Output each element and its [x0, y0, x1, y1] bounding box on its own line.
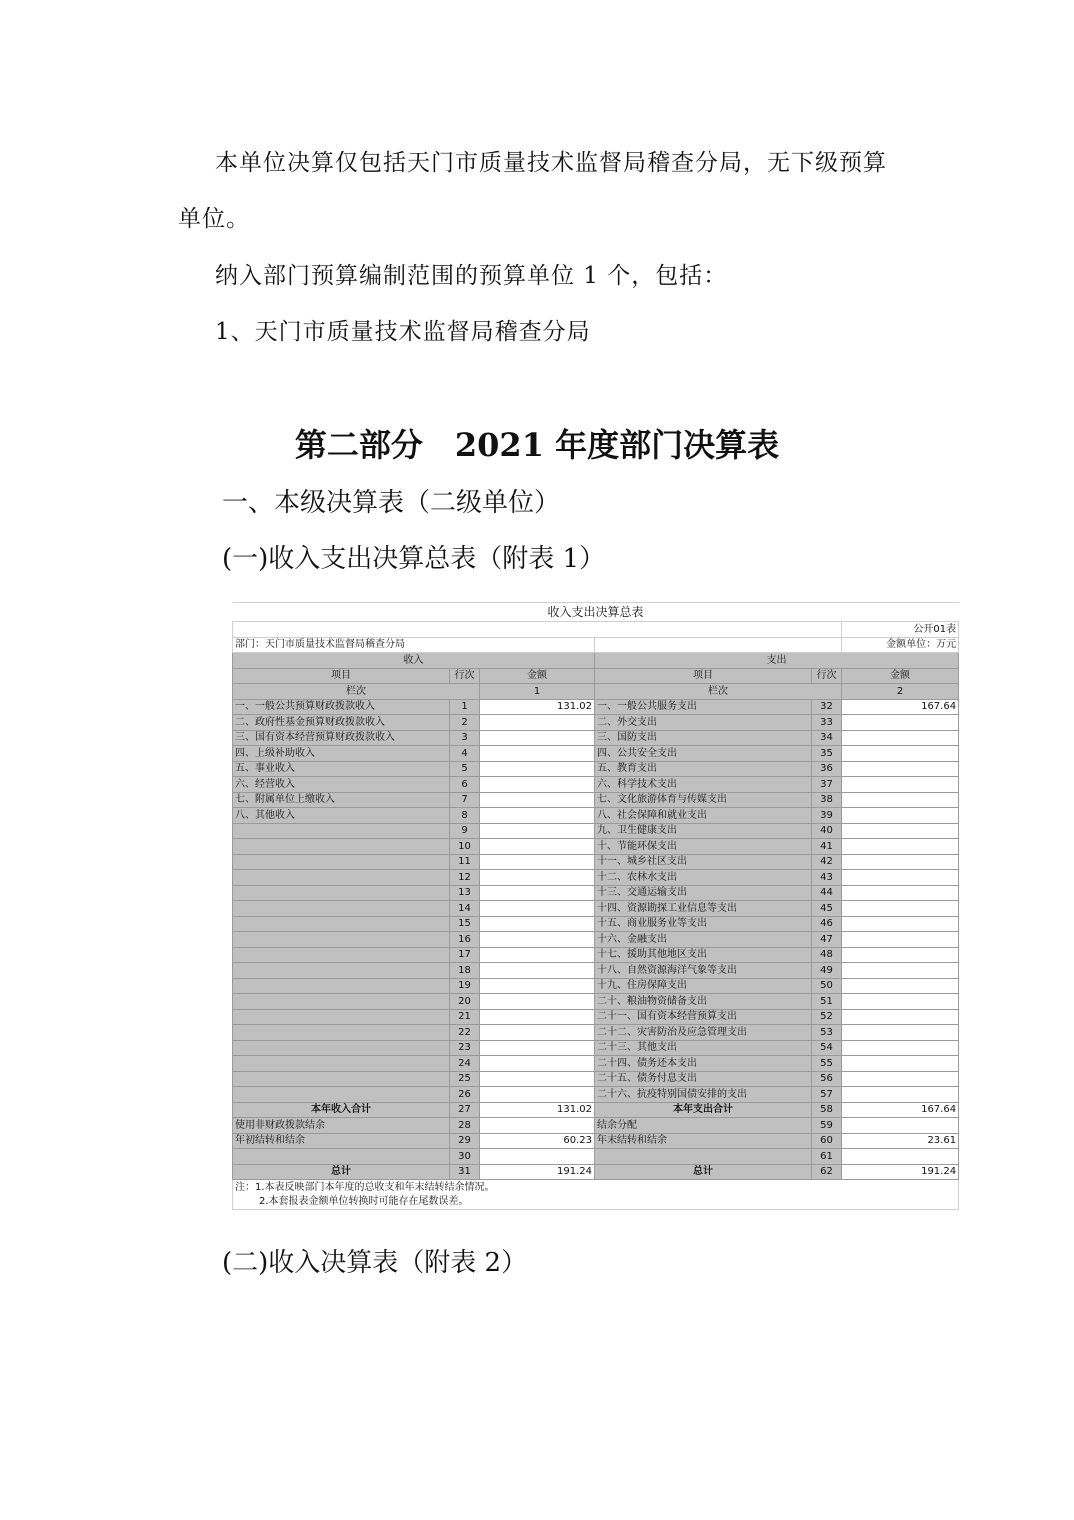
income-item: [233, 885, 450, 901]
income-amount: [480, 994, 595, 1010]
table-row: [233, 699, 959, 715]
income-amount: [480, 1087, 595, 1103]
expense-item: [595, 1149, 812, 1165]
income-amount: [480, 792, 595, 808]
expense-amount: [842, 808, 959, 824]
expense-amount: [842, 715, 959, 731]
income-row-number: 20: [450, 994, 480, 1010]
expense-row-number: 39: [812, 808, 842, 824]
income-row-number: 16: [450, 932, 480, 948]
income-amount: [480, 978, 595, 994]
table-row: [233, 808, 959, 824]
table-row: [233, 1056, 959, 1072]
expense-row-number: 61: [812, 1149, 842, 1165]
income-item: [233, 854, 450, 870]
table-title: 收入支出决算总表: [233, 603, 959, 622]
income-amount: [480, 1149, 595, 1165]
table-row: [233, 932, 959, 948]
income-row-number: 7: [450, 792, 480, 808]
expense-row-number: 37: [812, 777, 842, 793]
expense-row-number: 59: [812, 1118, 842, 1134]
expense-item: 二十三、其他支出: [595, 1040, 812, 1056]
expense-amount: [842, 1087, 959, 1103]
intro-paragraph-1-line-2: 单位。: [178, 206, 250, 232]
income-item: [233, 978, 450, 994]
income-row-no-header: 行次: [450, 668, 480, 684]
income-row-number: 17: [450, 947, 480, 963]
subheading-level-1: 一、本级决算表（二级单位）: [222, 488, 561, 518]
income-amount: [480, 932, 595, 948]
expense-item: 十七、援助其他地区支出: [595, 947, 812, 963]
income-row-number: 12: [450, 870, 480, 886]
table-row: [233, 870, 959, 886]
expense-row-number: 54: [812, 1040, 842, 1056]
income-item: 七、附属单位上缴收入: [233, 792, 450, 808]
expense-item: 三、国防支出: [595, 730, 812, 746]
expense-amount: [842, 1149, 959, 1165]
expense-item: 八、社会保障和就业支出: [595, 808, 812, 824]
intro-paragraph-3: 1、天门市质量技术监督局稽查分局: [215, 319, 591, 345]
expense-amount: [842, 1071, 959, 1087]
expense-row-number: 42: [812, 854, 842, 870]
income-amount: 131.02: [480, 699, 595, 715]
expense-amount: 23.61: [842, 1133, 959, 1149]
income-item: 二、政府性基金预算财政拨款收入: [233, 715, 450, 731]
income-amount: [480, 730, 595, 746]
expense-row-no-header: 行次: [812, 668, 842, 684]
income-item: 六、经营收入: [233, 777, 450, 793]
expense-row-number: 58: [812, 1102, 842, 1118]
expense-row-number: 33: [812, 715, 842, 731]
income-row-number: 22: [450, 1025, 480, 1041]
income-amount-header: 金额: [480, 668, 595, 684]
expense-item: 二、外交支出: [595, 715, 812, 731]
income-row-number: 6: [450, 777, 480, 793]
expense-row-number: 51: [812, 994, 842, 1010]
income-header: 收入: [233, 653, 595, 669]
expense-item: 年末结转和结余: [595, 1133, 812, 1149]
income-amount: [480, 808, 595, 824]
expense-item: 五、教育支出: [595, 761, 812, 777]
income-row-number: 13: [450, 885, 480, 901]
expense-amount: [842, 1118, 959, 1134]
table-row: [233, 854, 959, 870]
expense-amount: [842, 1009, 959, 1025]
income-item: [233, 963, 450, 979]
subheading-table-2: (二)收入决算表（附表 2）: [222, 1248, 528, 1278]
income-item: [233, 1087, 450, 1103]
income-row-number: 27: [450, 1102, 480, 1118]
income-row-number: 2: [450, 715, 480, 731]
income-item-header: 项目: [233, 668, 450, 684]
expense-item: 十一、城乡社区支出: [595, 854, 812, 870]
expense-amount: [842, 901, 959, 917]
table-row: [233, 746, 959, 762]
income-amount: [480, 947, 595, 963]
expense-row-number: 52: [812, 1009, 842, 1025]
table-row: [233, 761, 959, 777]
income-column-index-label: 栏次: [233, 684, 480, 700]
expense-column-index-label: 栏次: [595, 684, 842, 700]
expense-item-header: 项目: [595, 668, 812, 684]
income-item: [233, 1056, 450, 1072]
table-row: [233, 901, 959, 917]
income-item: [233, 947, 450, 963]
expense-row-number: 32: [812, 699, 842, 715]
income-amount: [480, 715, 595, 731]
income-amount: [480, 761, 595, 777]
income-amount: [480, 1071, 595, 1087]
income-item: [233, 1040, 450, 1056]
table-row: [233, 885, 959, 901]
expense-row-number: 50: [812, 978, 842, 994]
income-item: [233, 823, 450, 839]
income-item: [233, 1071, 450, 1087]
department-label: 部门：天门市质量技术监督局稽查分局: [233, 637, 595, 653]
expense-item: 四、公共安全支出: [595, 746, 812, 762]
total-row: [233, 1149, 959, 1165]
income-row-number: 21: [450, 1009, 480, 1025]
expense-row-number: 62: [812, 1164, 842, 1180]
expense-amount-header: 金额: [842, 668, 959, 684]
income-amount: [480, 1025, 595, 1041]
income-amount: 191.24: [480, 1164, 595, 1180]
table-row: [233, 994, 959, 1010]
income-item: 五、事业收入: [233, 761, 450, 777]
expense-row-number: 46: [812, 916, 842, 932]
table-totals: [233, 1102, 959, 1180]
form-number: 公开01表: [842, 622, 959, 638]
expense-amount: [842, 823, 959, 839]
expense-amount: [842, 1056, 959, 1072]
subheading-table-1: (一)收入支出决算总表（附表 1）: [222, 544, 606, 574]
income-item: 一、一般公共预算财政拨款收入: [233, 699, 450, 715]
expense-row-number: 44: [812, 885, 842, 901]
expense-amount: [842, 994, 959, 1010]
table-row: [233, 1071, 959, 1087]
income-item: 本年收入合计: [233, 1102, 450, 1118]
income-item: [233, 916, 450, 932]
income-amount: [480, 746, 595, 762]
income-row-number: 24: [450, 1056, 480, 1072]
expense-item: 十四、资源勘探工业信息等支出: [595, 901, 812, 917]
income-item: 使用非财政拨款结余: [233, 1118, 450, 1134]
table-row: [233, 1025, 959, 1041]
table-note-1: 注：1.本表反映部门本年度的总收支和年末结转结余情况。: [233, 1180, 959, 1195]
table-row: [233, 1087, 959, 1103]
expense-amount: [842, 1025, 959, 1041]
table-row: [233, 715, 959, 731]
income-item: 总计: [233, 1164, 450, 1180]
expense-row-number: 38: [812, 792, 842, 808]
expense-item: 结余分配: [595, 1118, 812, 1134]
income-amount: [480, 1009, 595, 1025]
income-amount: [480, 1040, 595, 1056]
expense-amount: [842, 870, 959, 886]
expense-item: 六、科学技术支出: [595, 777, 812, 793]
income-row-number: 28: [450, 1118, 480, 1134]
table-row: [233, 730, 959, 746]
expense-row-number: 45: [812, 901, 842, 917]
income-row-number: 15: [450, 916, 480, 932]
income-item: [233, 1149, 450, 1165]
expense-amount: [842, 978, 959, 994]
income-row-number: 19: [450, 978, 480, 994]
expense-amount: [842, 932, 959, 948]
intro-paragraph-1-line-1: 本单位决算仅包括天门市质量技术监督局稽查分局，无下级预算: [215, 150, 887, 176]
income-row-number: 30: [450, 1149, 480, 1165]
table-row: [233, 963, 959, 979]
section-title: 第二部分 2021 年度部门决算表: [294, 426, 780, 464]
expense-item: 总计: [595, 1164, 812, 1180]
total-row: [233, 1164, 959, 1180]
expense-row-number: 56: [812, 1071, 842, 1087]
expense-item: 十三、交通运输支出: [595, 885, 812, 901]
income-item: [233, 839, 450, 855]
expense-item: 一、一般公共服务支出: [595, 699, 812, 715]
expense-row-number: 55: [812, 1056, 842, 1072]
income-item: 八、其他收入: [233, 808, 450, 824]
expense-item: 十、节能环保支出: [595, 839, 812, 855]
total-row: [233, 1102, 959, 1118]
expense-row-number: 47: [812, 932, 842, 948]
income-item: [233, 1009, 450, 1025]
income-amount: [480, 839, 595, 855]
expense-row-number: 60: [812, 1133, 842, 1149]
income-row-number: 29: [450, 1133, 480, 1149]
income-row-number: 4: [450, 746, 480, 762]
expense-item: 二十五、债务付息支出: [595, 1071, 812, 1087]
expense-amount: [842, 730, 959, 746]
table-row: [233, 1040, 959, 1056]
expense-item: 七、文化旅游体育与传媒支出: [595, 792, 812, 808]
expense-item: 十六、金融支出: [595, 932, 812, 948]
income-row-number: 3: [450, 730, 480, 746]
income-column-index: 1: [480, 684, 595, 700]
income-item: 四、上级补助收入: [233, 746, 450, 762]
expense-row-number: 48: [812, 947, 842, 963]
expense-item: 二十一、国有资本经营预算支出: [595, 1009, 812, 1025]
expense-row-number: 57: [812, 1087, 842, 1103]
expense-header: 支出: [595, 653, 959, 669]
income-amount: [480, 901, 595, 917]
income-amount: [480, 885, 595, 901]
income-expense-summary-table: [232, 602, 958, 1206]
income-row-number: 5: [450, 761, 480, 777]
expense-amount: [842, 885, 959, 901]
table-row: [233, 823, 959, 839]
income-item: 三、国有资本经营预算财政拨款收入: [233, 730, 450, 746]
expense-row-number: 49: [812, 963, 842, 979]
income-amount: [480, 916, 595, 932]
expense-item: 十九、住房保障支出: [595, 978, 812, 994]
table-row: [233, 947, 959, 963]
total-row: [233, 1118, 959, 1134]
expense-item: 十五、商业服务业等支出: [595, 916, 812, 932]
expense-amount: [842, 1040, 959, 1056]
expense-item: 十八、自然资源海洋气象等支出: [595, 963, 812, 979]
expense-amount: [842, 792, 959, 808]
expense-row-number: 41: [812, 839, 842, 855]
income-amount: 60.23: [480, 1133, 595, 1149]
expense-amount: [842, 854, 959, 870]
expense-amount: 167.64: [842, 1102, 959, 1118]
expense-amount: [842, 746, 959, 762]
table-body: [233, 699, 959, 1102]
expense-item: 二十四、债务还本支出: [595, 1056, 812, 1072]
expense-amount: 191.24: [842, 1164, 959, 1180]
expense-amount: [842, 916, 959, 932]
income-row-number: 26: [450, 1087, 480, 1103]
income-row-number: 9: [450, 823, 480, 839]
income-item: [233, 994, 450, 1010]
expense-item: 二十二、灾害防治及应急管理支出: [595, 1025, 812, 1041]
income-row-number: 25: [450, 1071, 480, 1087]
expense-row-number: 53: [812, 1025, 842, 1041]
income-item: [233, 870, 450, 886]
expense-row-number: 43: [812, 870, 842, 886]
expense-amount: [842, 777, 959, 793]
table-row: [233, 916, 959, 932]
expense-amount: 167.64: [842, 699, 959, 715]
expense-item: 九、卫生健康支出: [595, 823, 812, 839]
table-row: [233, 792, 959, 808]
income-row-number: 10: [450, 839, 480, 855]
expense-row-number: 35: [812, 746, 842, 762]
expense-amount: [842, 947, 959, 963]
income-row-number: 14: [450, 901, 480, 917]
expense-row-number: 40: [812, 823, 842, 839]
amount-unit-label: 金额单位：万元: [842, 637, 959, 653]
income-row-number: 31: [450, 1164, 480, 1180]
expense-item: 本年支出合计: [595, 1102, 812, 1118]
expense-item: 二十、粮油物资储备支出: [595, 994, 812, 1010]
expense-amount: [842, 839, 959, 855]
table-row: [233, 978, 959, 994]
income-item: 年初结转和结余: [233, 1133, 450, 1149]
income-row-number: 18: [450, 963, 480, 979]
intro-paragraph-2: 纳入部门预算编制范围的预算单位 1 个，包括：: [215, 263, 728, 289]
expense-amount: [842, 761, 959, 777]
income-amount: [480, 854, 595, 870]
income-amount: [480, 1056, 595, 1072]
income-row-number: 8: [450, 808, 480, 824]
income-row-number: 1: [450, 699, 480, 715]
table-note-2: 2.本套报表金额单位转换时可能存在尾数误差。: [233, 1195, 959, 1210]
income-amount: [480, 963, 595, 979]
income-item: [233, 901, 450, 917]
income-amount: [480, 1118, 595, 1134]
income-item: [233, 932, 450, 948]
income-row-number: 11: [450, 854, 480, 870]
income-row-number: 23: [450, 1040, 480, 1056]
expense-row-number: 36: [812, 761, 842, 777]
income-amount: [480, 870, 595, 886]
expense-column-index: 2: [842, 684, 959, 700]
table-row: [233, 839, 959, 855]
table-row: [233, 777, 959, 793]
expense-amount: [842, 963, 959, 979]
income-amount: [480, 777, 595, 793]
expense-item: 二十六、抗疫特别国债安排的支出: [595, 1087, 812, 1103]
table-row: [233, 1009, 959, 1025]
expense-row-number: 34: [812, 730, 842, 746]
total-row: [233, 1133, 959, 1149]
expense-item: 十二、农林水支出: [595, 870, 812, 886]
income-item: [233, 1025, 450, 1041]
income-amount: 131.02: [480, 1102, 595, 1118]
income-amount: [480, 823, 595, 839]
